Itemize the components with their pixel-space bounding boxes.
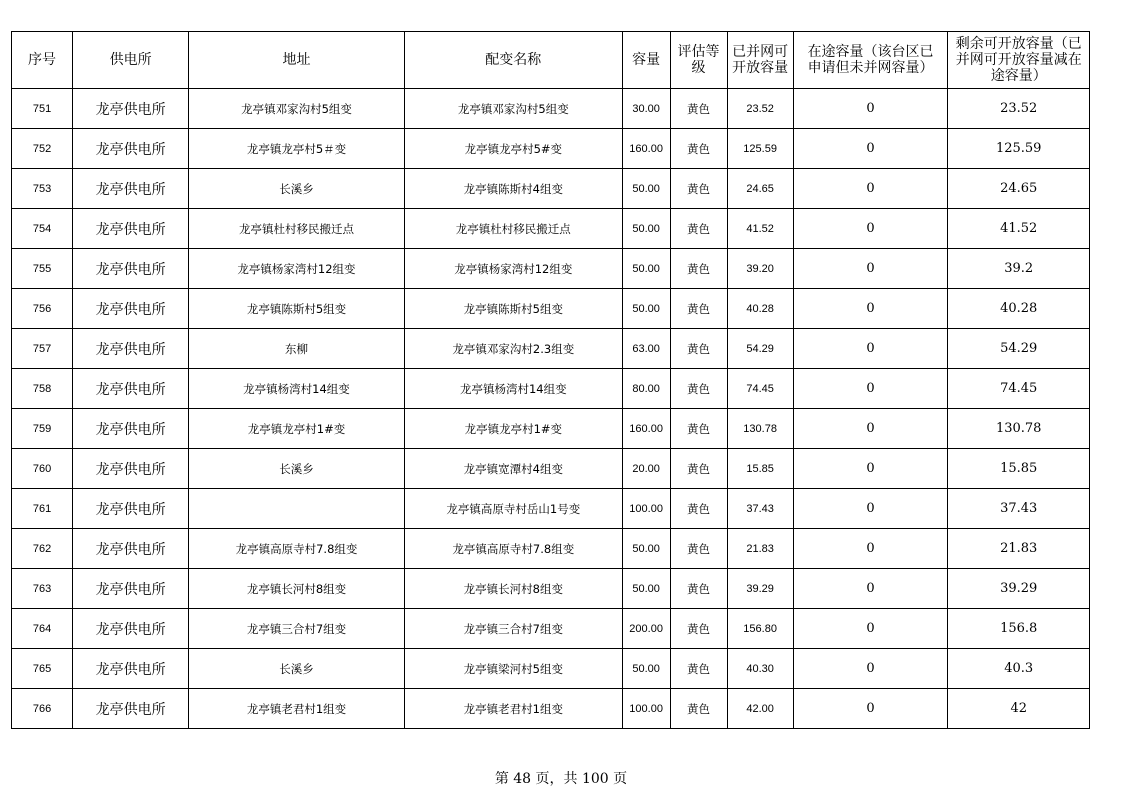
cell-supplier: 龙亭供电所 xyxy=(73,329,189,369)
cell-transformer: 龙亭镇龙亭村1#变 xyxy=(404,409,622,449)
cell-seq: 763 xyxy=(12,569,73,609)
cell-seq: 751 xyxy=(12,89,73,129)
cell-remaining-capacity: 156.8 xyxy=(948,609,1090,649)
cell-grid-capacity: 23.52 xyxy=(727,89,793,129)
cell-transit-capacity: 0 xyxy=(793,649,948,689)
cell-capacity: 50.00 xyxy=(622,249,670,289)
cell-supplier: 龙亭供电所 xyxy=(73,569,189,609)
cell-grid-capacity: 156.80 xyxy=(727,609,793,649)
cell-transit-capacity: 0 xyxy=(793,529,948,569)
cell-capacity: 50.00 xyxy=(622,169,670,209)
cell-supplier: 龙亭供电所 xyxy=(73,609,189,649)
cell-capacity: 50.00 xyxy=(622,289,670,329)
cell-seq: 757 xyxy=(12,329,73,369)
cell-level: 黄色 xyxy=(670,129,727,169)
cell-transit-capacity: 0 xyxy=(793,89,948,129)
cell-seq: 758 xyxy=(12,369,73,409)
cell-capacity: 80.00 xyxy=(622,369,670,409)
cell-capacity: 50.00 xyxy=(622,209,670,249)
cell-remaining-capacity: 74.45 xyxy=(948,369,1090,409)
cell-transit-capacity: 0 xyxy=(793,249,948,289)
cell-level: 黄色 xyxy=(670,569,727,609)
cell-seq: 753 xyxy=(12,169,73,209)
cell-capacity: 50.00 xyxy=(622,529,670,569)
cell-transit-capacity: 0 xyxy=(793,489,948,529)
cell-grid-capacity: 39.20 xyxy=(727,249,793,289)
cell-address: 长溪乡 xyxy=(189,449,405,489)
header-remaining-capacity: 剩余可开放容量（已 并网可开放容量减在 途容量） xyxy=(948,32,1090,89)
table-row xyxy=(12,249,1090,289)
cell-supplier: 龙亭供电所 xyxy=(73,409,189,449)
cell-transformer: 龙亭镇三合村7组变 xyxy=(404,609,622,649)
cell-grid-capacity: 40.30 xyxy=(727,649,793,689)
cell-level: 黄色 xyxy=(670,529,727,569)
cell-remaining-capacity: 41.52 xyxy=(948,209,1090,249)
cell-grid-capacity: 37.43 xyxy=(727,489,793,529)
cell-seq: 762 xyxy=(12,529,73,569)
header-address: 地址 xyxy=(189,32,405,89)
table-row xyxy=(12,569,1090,609)
cell-address: 龙亭镇杨湾村14组变 xyxy=(189,369,405,409)
cell-seq: 752 xyxy=(12,129,73,169)
header-grid-capacity: 已并网可 开放容量 xyxy=(727,32,793,89)
cell-remaining-capacity: 24.65 xyxy=(948,169,1090,209)
cell-remaining-capacity: 125.59 xyxy=(948,129,1090,169)
cell-transit-capacity: 0 xyxy=(793,569,948,609)
cell-supplier: 龙亭供电所 xyxy=(73,449,189,489)
cell-grid-capacity: 21.83 xyxy=(727,529,793,569)
cell-level: 黄色 xyxy=(670,329,727,369)
cell-seq: 765 xyxy=(12,649,73,689)
cell-seq: 759 xyxy=(12,409,73,449)
cell-transit-capacity: 0 xyxy=(793,689,948,729)
cell-seq: 766 xyxy=(12,689,73,729)
cell-transformer: 龙亭镇杨湾村14组变 xyxy=(404,369,622,409)
cell-transformer: 龙亭镇高原寺村岳山1号变 xyxy=(404,489,622,529)
table-row xyxy=(12,289,1090,329)
cell-transit-capacity: 0 xyxy=(793,609,948,649)
cell-level: 黄色 xyxy=(670,169,727,209)
cell-level: 黄色 xyxy=(670,209,727,249)
cell-grid-capacity: 24.65 xyxy=(727,169,793,209)
cell-address: 龙亭镇高原寺村7.8组变 xyxy=(189,529,405,569)
cell-capacity: 160.00 xyxy=(622,129,670,169)
cell-level: 黄色 xyxy=(670,489,727,529)
cell-grid-capacity: 39.29 xyxy=(727,569,793,609)
cell-supplier: 龙亭供电所 xyxy=(73,89,189,129)
cell-seq: 760 xyxy=(12,449,73,489)
cell-transformer: 龙亭镇龙亭村5#变 xyxy=(404,129,622,169)
cell-remaining-capacity: 40.3 xyxy=(948,649,1090,689)
cell-capacity: 30.00 xyxy=(622,89,670,129)
table-row xyxy=(12,209,1090,249)
cell-transformer: 龙亭镇高原寺村7.8组变 xyxy=(404,529,622,569)
cell-level: 黄色 xyxy=(670,649,727,689)
cell-transformer: 龙亭镇老君村1组变 xyxy=(404,689,622,729)
table-row xyxy=(12,409,1090,449)
cell-grid-capacity: 74.45 xyxy=(727,369,793,409)
cell-transformer: 龙亭镇邓家沟村5组变 xyxy=(404,89,622,129)
table-row xyxy=(12,649,1090,689)
cell-transformer: 龙亭镇陈斯村5组变 xyxy=(404,289,622,329)
cell-level: 黄色 xyxy=(670,289,727,329)
cell-address: 龙亭镇老君村1组变 xyxy=(189,689,405,729)
cell-capacity: 100.00 xyxy=(622,689,670,729)
table-row xyxy=(12,329,1090,369)
cell-level: 黄色 xyxy=(670,409,727,449)
cell-seq: 764 xyxy=(12,609,73,649)
header-seq: 序号 xyxy=(12,32,73,89)
cell-address: 龙亭镇三合村7组变 xyxy=(189,609,405,649)
cell-level: 黄色 xyxy=(670,609,727,649)
table-row xyxy=(12,169,1090,209)
cell-seq: 761 xyxy=(12,489,73,529)
cell-capacity: 50.00 xyxy=(622,569,670,609)
table-row xyxy=(12,489,1090,529)
cell-address: 龙亭镇龙亭村1#变 xyxy=(189,409,405,449)
cell-grid-capacity: 130.78 xyxy=(727,409,793,449)
cell-supplier: 龙亭供电所 xyxy=(73,289,189,329)
cell-capacity: 100.00 xyxy=(622,489,670,529)
cell-supplier: 龙亭供电所 xyxy=(73,489,189,529)
cell-transit-capacity: 0 xyxy=(793,209,948,249)
cell-transformer: 龙亭镇杨家湾村12组变 xyxy=(404,249,622,289)
cell-level: 黄色 xyxy=(670,449,727,489)
cell-address: 龙亭镇长河村8组变 xyxy=(189,569,405,609)
cell-transformer: 龙亭镇邓家沟村2.3组变 xyxy=(404,329,622,369)
page-footer xyxy=(0,768,1122,788)
cell-address xyxy=(189,489,405,529)
cell-level: 黄色 xyxy=(670,689,727,729)
cell-transit-capacity: 0 xyxy=(793,449,948,489)
header-supplier: 供电所 xyxy=(73,32,189,89)
cell-remaining-capacity: 54.29 xyxy=(948,329,1090,369)
cell-transit-capacity: 0 xyxy=(793,369,948,409)
table-row xyxy=(12,689,1090,729)
table-row xyxy=(12,449,1090,489)
cell-address: 龙亭镇龙亭村5＃变 xyxy=(189,129,405,169)
table-row xyxy=(12,609,1090,649)
cell-supplier: 龙亭供电所 xyxy=(73,169,189,209)
cell-remaining-capacity: 40.28 xyxy=(948,289,1090,329)
cell-remaining-capacity: 39.2 xyxy=(948,249,1090,289)
cell-address: 龙亭镇杨家湾村12组变 xyxy=(189,249,405,289)
cell-level: 黄色 xyxy=(670,89,727,129)
header-transit-capacity: 在途容量（该台区已 申请但未并网容量） xyxy=(793,32,948,89)
cell-supplier: 龙亭供电所 xyxy=(73,249,189,289)
cell-capacity: 20.00 xyxy=(622,449,670,489)
cell-capacity: 200.00 xyxy=(622,609,670,649)
cell-transformer: 龙亭镇杜村移民搬迁点 xyxy=(404,209,622,249)
cell-address: 长溪乡 xyxy=(189,649,405,689)
cell-level: 黄色 xyxy=(670,369,727,409)
cell-transformer: 龙亭镇宽潭村4组变 xyxy=(404,449,622,489)
table-row xyxy=(12,369,1090,409)
cell-address: 龙亭镇陈斯村5组变 xyxy=(189,289,405,329)
cell-address: 长溪乡 xyxy=(189,169,405,209)
cell-remaining-capacity: 15.85 xyxy=(948,449,1090,489)
cell-capacity: 50.00 xyxy=(622,649,670,689)
cell-level: 黄色 xyxy=(670,249,727,289)
cell-grid-capacity: 40.28 xyxy=(727,289,793,329)
cell-supplier: 龙亭供电所 xyxy=(73,689,189,729)
cell-grid-capacity: 42.00 xyxy=(727,689,793,729)
cell-transit-capacity: 0 xyxy=(793,289,948,329)
cell-supplier: 龙亭供电所 xyxy=(73,369,189,409)
cell-grid-capacity: 125.59 xyxy=(727,129,793,169)
cell-seq: 755 xyxy=(12,249,73,289)
table-header-row xyxy=(12,32,1090,89)
cell-transit-capacity: 0 xyxy=(793,169,948,209)
cell-transformer: 龙亭镇长河村8组变 xyxy=(404,569,622,609)
cell-supplier: 龙亭供电所 xyxy=(73,129,189,169)
cell-remaining-capacity: 130.78 xyxy=(948,409,1090,449)
cell-remaining-capacity: 39.29 xyxy=(948,569,1090,609)
cell-supplier: 龙亭供电所 xyxy=(73,529,189,569)
cell-seq: 754 xyxy=(12,209,73,249)
cell-address: 龙亭镇杜村移民搬迁点 xyxy=(189,209,405,249)
cell-capacity: 160.00 xyxy=(622,409,670,449)
table-row xyxy=(12,129,1090,169)
cell-supplier: 龙亭供电所 xyxy=(73,649,189,689)
cell-grid-capacity: 15.85 xyxy=(727,449,793,489)
cell-remaining-capacity: 37.43 xyxy=(948,489,1090,529)
header-level: 评估等 级 xyxy=(670,32,727,89)
cell-transformer: 龙亭镇梁河村5组变 xyxy=(404,649,622,689)
header-capacity: 容量 xyxy=(622,32,670,89)
cell-grid-capacity: 54.29 xyxy=(727,329,793,369)
cell-address: 龙亭镇邓家沟村5组变 xyxy=(189,89,405,129)
cell-seq: 756 xyxy=(12,289,73,329)
capacity-table xyxy=(11,31,1090,729)
table-row xyxy=(12,89,1090,129)
cell-grid-capacity: 41.52 xyxy=(727,209,793,249)
cell-supplier: 龙亭供电所 xyxy=(73,209,189,249)
cell-remaining-capacity: 42 xyxy=(948,689,1090,729)
page-number: 第 48 页，共 100 页 xyxy=(494,771,628,787)
cell-transit-capacity: 0 xyxy=(793,129,948,169)
cell-transformer: 龙亭镇陈斯村4组变 xyxy=(404,169,622,209)
cell-remaining-capacity: 21.83 xyxy=(948,529,1090,569)
table-row xyxy=(12,529,1090,569)
cell-transit-capacity: 0 xyxy=(793,409,948,449)
cell-remaining-capacity: 23.52 xyxy=(948,89,1090,129)
cell-capacity: 63.00 xyxy=(622,329,670,369)
cell-address: 东柳 xyxy=(189,329,405,369)
cell-transit-capacity: 0 xyxy=(793,329,948,369)
header-transformer: 配变名称 xyxy=(404,32,622,89)
table-body xyxy=(12,89,1090,729)
